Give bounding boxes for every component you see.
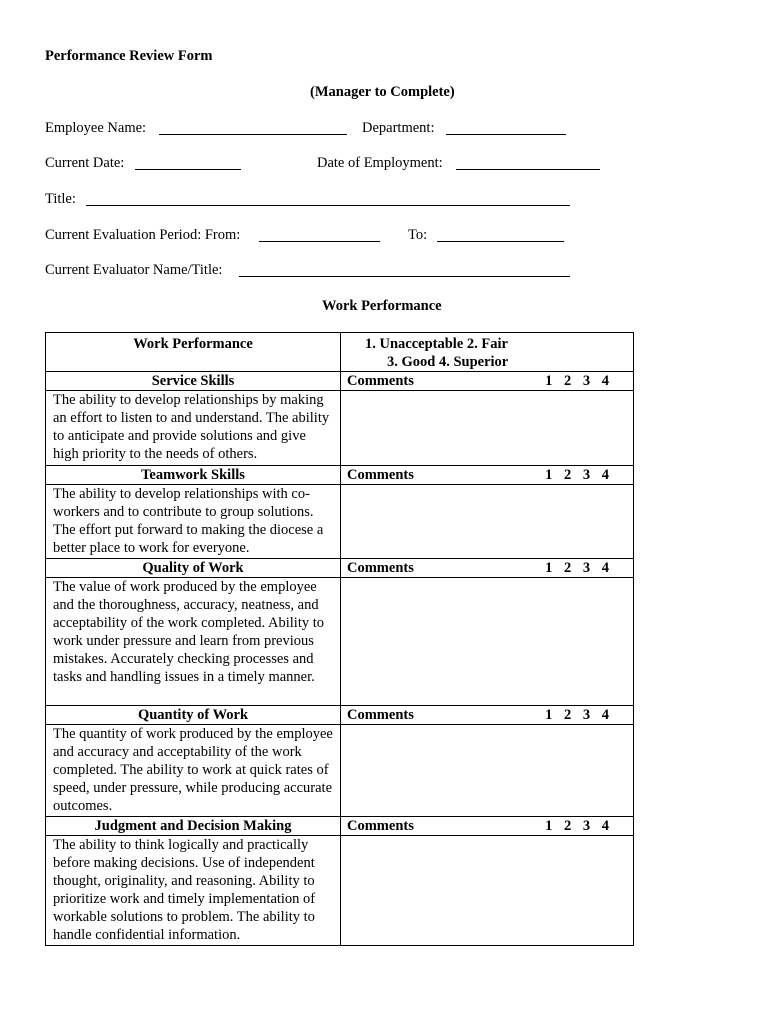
department-label: Department: — [362, 120, 435, 136]
category-title: Quality of Work — [142, 560, 244, 576]
evaluation-to-field[interactable] — [437, 241, 564, 242]
table-row — [46, 836, 634, 946]
category-description: The ability to think logically and practically before making decisions. Use of independent thought, originality, and reasoning. Ability to prioritize work and timely implementation of workable solutions to problem. The ability to handle confidential information. — [46, 836, 341, 946]
comments-label: Comments — [347, 467, 414, 483]
category-title: Judgment and Decision Making — [94, 818, 292, 834]
category-title: Service Skills — [151, 373, 235, 389]
table-row — [46, 372, 634, 391]
current-date-label: Current Date: — [45, 155, 125, 171]
comments-field[interactable] — [341, 836, 634, 946]
department-field[interactable] — [446, 134, 566, 135]
evaluation-from-field[interactable] — [259, 241, 380, 242]
rating-options[interactable]: 1 2 3 4 — [545, 707, 609, 723]
comments-label: Comments — [347, 818, 414, 834]
table-row — [46, 706, 634, 725]
category-title: Quantity of Work — [137, 707, 249, 723]
category-cell — [46, 559, 341, 578]
table-header-row — [46, 333, 634, 372]
comments-header-cell — [341, 372, 634, 391]
comments-label: Comments — [347, 373, 414, 389]
category-description: The ability to develop relationships with co-workers and to contribute to group solutions. The effort put forward to making the diocese a better place to work for everyone. — [46, 485, 341, 559]
evaluation-from-label: Current Evaluation Period: From: — [45, 227, 241, 243]
table-row — [46, 578, 634, 706]
category-cell — [46, 706, 341, 725]
comments-field[interactable] — [341, 725, 634, 817]
comments-field[interactable] — [341, 485, 634, 559]
rating-options[interactable]: 1 2 3 4 — [545, 560, 609, 576]
table-row — [46, 485, 634, 559]
table-row — [46, 466, 634, 485]
date-of-employment-field[interactable] — [456, 169, 600, 170]
header-work-performance: Work Performance — [46, 333, 341, 372]
date-of-employment-label: Date of Employment: — [317, 155, 443, 171]
header-rating-scale — [341, 333, 634, 372]
table-row — [46, 559, 634, 578]
comments-label: Comments — [347, 560, 414, 576]
evaluation-to-label: To: — [408, 227, 428, 243]
category-description: The value of work produced by the employee and the thoroughness, accuracy, neatness, and acceptability of the work completed. Ability to work under pressure and learn from previous mistakes. Accurately checking processes and tasks and handling issues in a timely manner. — [46, 578, 341, 706]
current-date-field[interactable] — [135, 169, 241, 170]
evaluator-label: Current Evaluator Name/Title: — [45, 262, 223, 278]
category-cell — [46, 817, 341, 836]
title-label: Title: — [45, 191, 76, 207]
performance-table — [45, 332, 634, 946]
comments-header-cell — [341, 817, 634, 836]
category-description: The quantity of work produced by the employee and accuracy and acceptability of the work completed. The ability to work at quick rates of speed, under pressure, while producing accurate outcomes. — [46, 725, 341, 817]
form-title: Performance Review Form — [45, 48, 213, 64]
rating-scale-line1: 1. Unacceptable 2. Fair — [365, 336, 508, 352]
comments-header-cell — [341, 559, 634, 578]
table-row — [46, 391, 634, 466]
table-row — [46, 725, 634, 817]
evaluator-field[interactable] — [239, 276, 570, 277]
comments-label: Comments — [347, 707, 414, 723]
rating-options[interactable]: 1 2 3 4 — [545, 373, 609, 389]
comments-header-cell — [341, 706, 634, 725]
comments-field[interactable] — [341, 578, 634, 706]
comments-field[interactable] — [341, 391, 634, 466]
category-title: Teamwork Skills — [141, 467, 245, 483]
comments-header-cell — [341, 466, 634, 485]
form-subtitle: (Manager to Complete) — [310, 84, 455, 100]
employee-name-label: Employee Name: — [45, 120, 147, 136]
rating-scale-line2: 3. Good 4. Superior — [387, 354, 509, 370]
section-heading: Work Performance — [322, 298, 442, 314]
rating-options[interactable]: 1 2 3 4 — [545, 818, 609, 834]
title-field[interactable] — [86, 205, 570, 206]
table-row — [46, 817, 634, 836]
category-cell — [46, 372, 341, 391]
employee-name-field[interactable] — [159, 134, 347, 135]
category-description: The ability to develop relationships by making an effort to listen to and understand. The ability to anticipate and provide solutions and give high priority to the needs of others. — [46, 391, 341, 466]
rating-options[interactable]: 1 2 3 4 — [545, 467, 609, 483]
category-cell — [46, 466, 341, 485]
